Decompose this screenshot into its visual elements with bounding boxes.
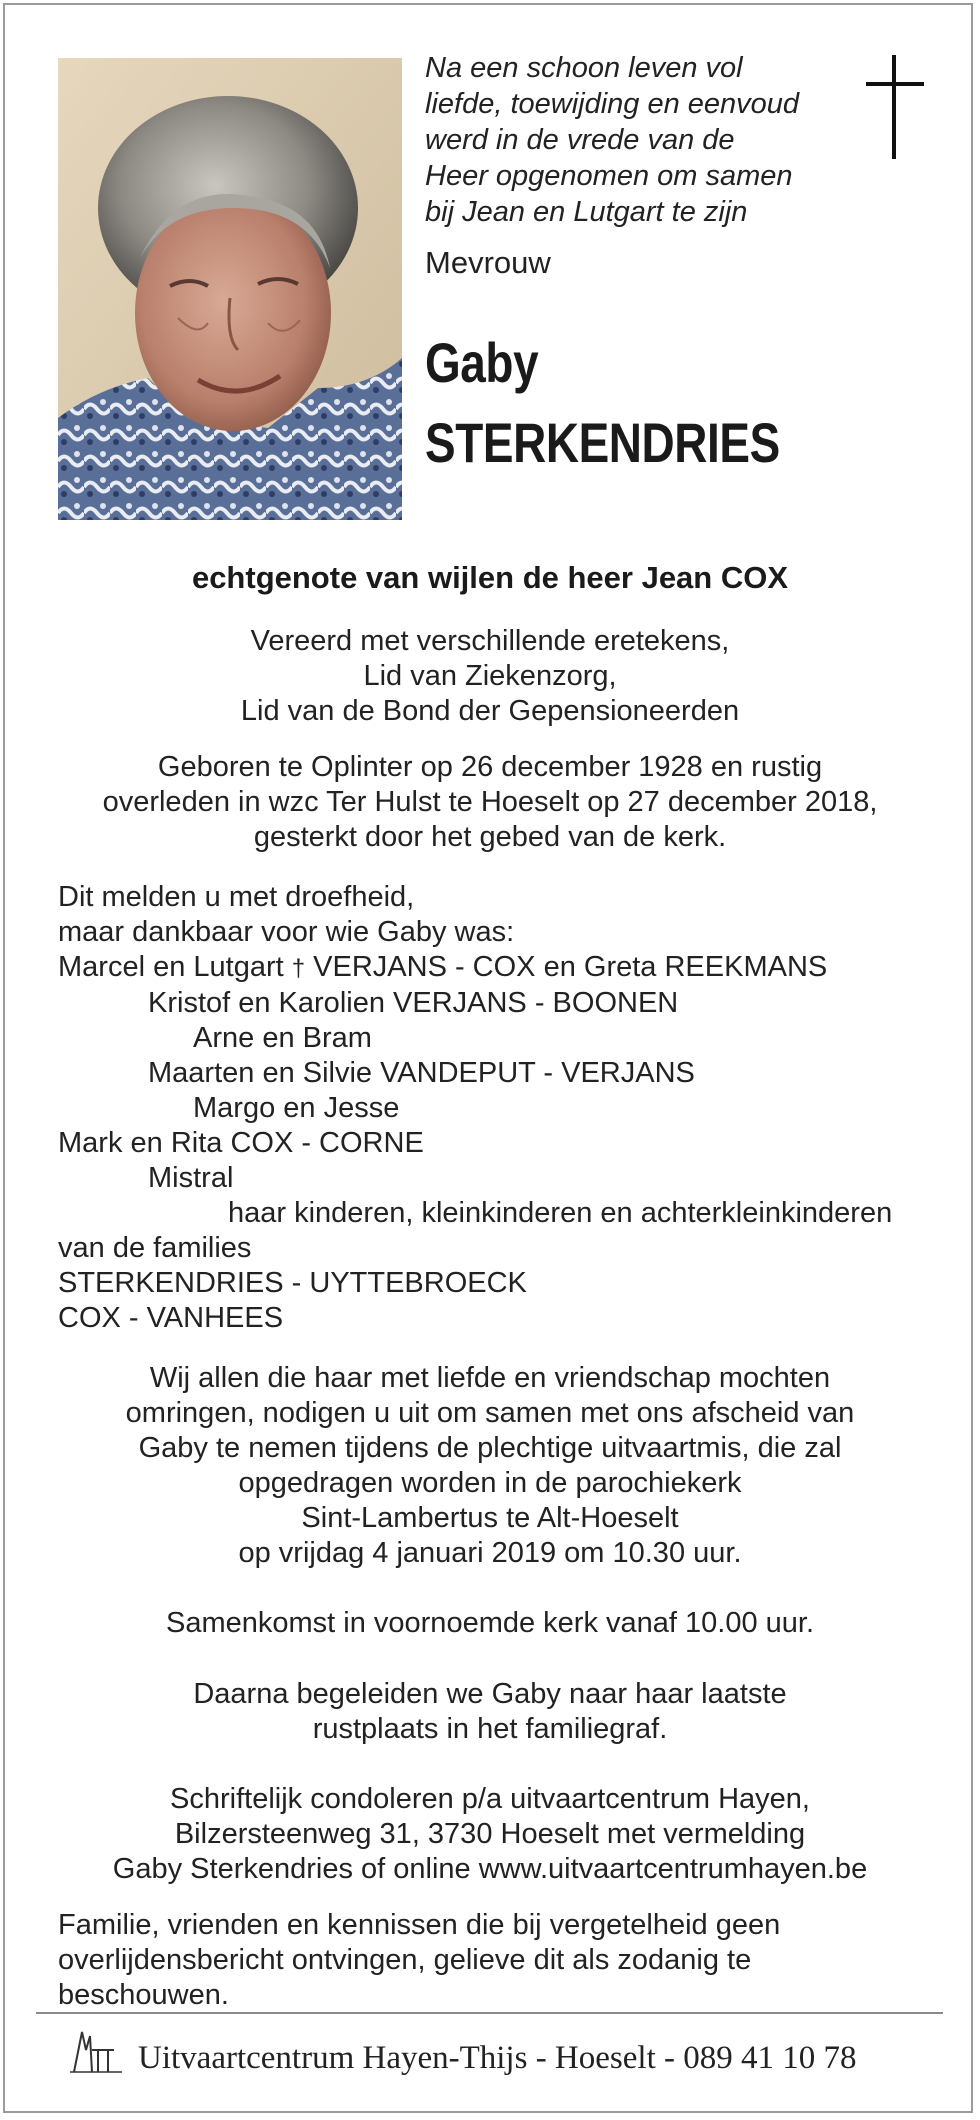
family-line: Kristof en Karolien VERJANS - BOONEN	[148, 987, 679, 1019]
burial-line: rustplaats in het familiegraf.	[312, 1713, 668, 1745]
memorial-verse	[425, 50, 855, 230]
closing-block	[58, 1908, 938, 2013]
family-line	[58, 950, 958, 986]
family-line: haar kinderen, kleinkinderen en achterkleinkinderen	[228, 1197, 893, 1229]
spouse-line: echtgenote van wijlen de heer Jean COX	[191, 560, 789, 595]
announcement-line: maar dankbaar voor wie Gaby was:	[58, 916, 515, 948]
invitation-line: opgedragen worden in de parochiekerk	[238, 1467, 742, 1499]
family-line: STERKENDRIES - UYTTEBROECK	[58, 1267, 527, 1299]
invitation-line: Wij allen die haar met liefde en vriendschap mochten	[149, 1362, 831, 1394]
family-line: COX - VANHEES	[58, 1302, 284, 1334]
funeral-home-logo-icon	[68, 2028, 124, 2074]
latin-cross-icon	[862, 55, 928, 159]
family-names: Marcel en Lutgart	[58, 951, 284, 983]
deceased-first-name: Gaby	[425, 331, 539, 394]
family-line: Mistral	[148, 1162, 234, 1194]
family-line: Margo en Jesse	[193, 1092, 400, 1124]
burial-block	[40, 1677, 940, 1747]
honorific: Mevrouw	[425, 245, 551, 280]
verse-line: liefde, toewijding en eenvoud	[425, 88, 800, 120]
condolences-line: Gaby Sterkendries of online www.uitvaartcentrumhayen.be	[112, 1853, 868, 1885]
family-line: van de families	[58, 1232, 252, 1264]
burial-line: Daarna begeleiden we Gaby naar haar laatste	[193, 1678, 787, 1710]
verse-line: bij Jean en Lutgart te zijn	[425, 196, 748, 228]
invitation-line: omringen, nodigen u uit om samen met ons afscheid van	[125, 1397, 855, 1429]
verse-line: Heer opgenomen om samen	[425, 160, 793, 192]
birth-death-line: Geboren te Oplinter op 26 december 1928 en rustig	[157, 751, 823, 783]
verse-line: Na een schoon leven vol	[425, 52, 743, 84]
honors-line: Vereerd met verschillende eretekens,	[250, 625, 730, 657]
portrait-photo	[58, 58, 402, 520]
invitation-line: op vrijdag 4 januari 2019 om 10.30 uur.	[238, 1537, 742, 1569]
family-line: Maarten en Silvie VANDEPUT - VERJANS	[148, 1057, 695, 1089]
honors-block	[40, 624, 940, 729]
family-names: VERJANS - COX en Greta REEKMANS	[313, 951, 828, 983]
condolences-line: Bilzersteenweg 31, 3730 Hoeselt met vermelding	[174, 1818, 806, 1850]
gathering-line: Samenkomst in voornoemde kerk vanaf 10.00 uur.	[165, 1607, 815, 1639]
closing-line: overlijdensbericht ontvingen, gelieve dit als zodanig te	[58, 1944, 752, 1976]
deceased-mark-icon: †	[291, 955, 306, 982]
verse-line: werd in de vrede van de	[425, 124, 735, 156]
birth-death-block	[40, 750, 940, 855]
funeral-home-footer: Uitvaartcentrum Hayen-Thijs - Hoeselt - 089 41 10 78	[138, 2040, 857, 2076]
closing-line: beschouwen.	[58, 1979, 229, 2011]
invitation-block	[40, 1361, 940, 1571]
birth-death-line: gesterkt door het gebed van de kerk.	[253, 821, 727, 853]
family-line: Arne en Bram	[193, 1022, 372, 1054]
honors-line: Lid van de Bond der Gepensioneerden	[240, 695, 740, 727]
family-line: Mark en Rita COX - CORNE	[58, 1127, 424, 1159]
family-block	[58, 880, 958, 1336]
condolences-line: Schriftelijk condoleren p/a uitvaartcentrum Hayen,	[170, 1783, 810, 1815]
condolences-block	[40, 1782, 940, 1887]
invitation-line: Sint-Lambertus te Alt-Hoeselt	[301, 1502, 679, 1534]
honors-line: Lid van Ziekenzorg,	[363, 660, 617, 692]
birth-death-line: overleden in wzc Ter Hulst te Hoeselt op 27 december 2018,	[102, 786, 878, 818]
closing-line: Familie, vrienden en kennissen die bij vergetelheid geen	[58, 1909, 781, 1941]
invitation-line: Gaby te nemen tijdens de plechtige uitvaartmis, die zal	[138, 1432, 842, 1464]
deceased-last-name: STERKENDRIES	[425, 411, 780, 474]
footer-divider	[36, 2012, 943, 2014]
announcement-line: Dit melden u met droefheid,	[58, 881, 415, 913]
